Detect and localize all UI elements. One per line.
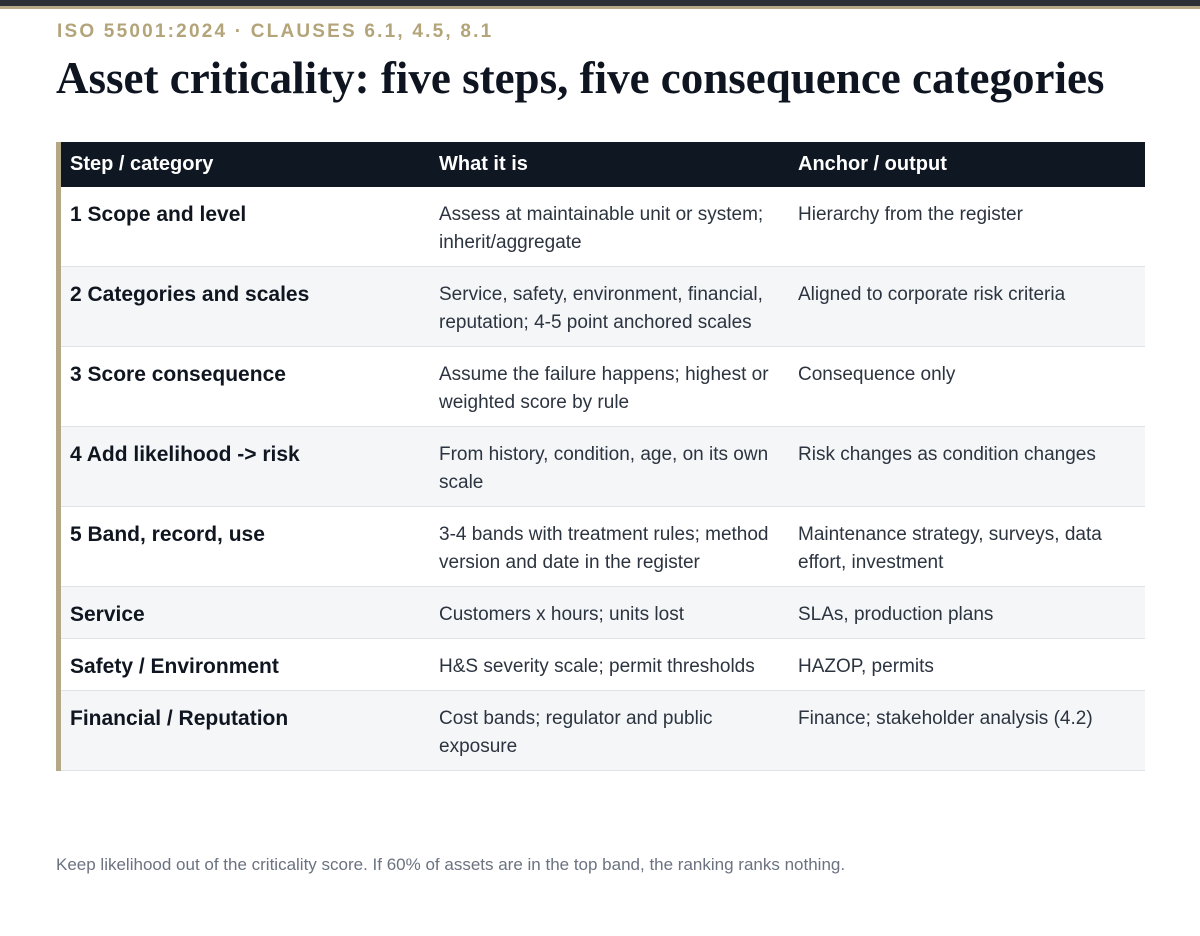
row-category-label: Service: [61, 587, 430, 639]
row-step-label: 1 Scope and level: [61, 187, 430, 267]
table-header-row: [61, 142, 1145, 187]
eyebrow-standard-reference: ISO 55001:2024 · CLAUSES 6.1, 4.5, 8.1: [57, 21, 494, 42]
row-description: From history, condition, age, on its own scale: [430, 427, 789, 507]
row-anchor-output: Risk changes as condition changes: [789, 427, 1145, 507]
table-body: [61, 187, 1145, 771]
row-description: Assess at maintainable unit or system; inherit/aggregate: [430, 187, 789, 267]
footnote: Keep likelihood out of the criticality score. If 60% of assets are in the top band, the ranking ranks nothing.: [56, 855, 846, 874]
column-header-anchor: Anchor / output: [789, 142, 1145, 187]
column-header-what: What it is: [430, 142, 789, 187]
row-description: Customers x hours; units lost: [430, 587, 789, 639]
table-row: [61, 507, 1145, 587]
criticality-table: [61, 142, 1145, 771]
top-rule-accent: [0, 6, 1200, 9]
row-step-label: 3 Score consequence: [61, 347, 430, 427]
row-step-label: 5 Band, record, use: [61, 507, 430, 587]
table-header: [61, 142, 1145, 187]
table-row: [61, 587, 1145, 639]
criticality-table-container: [56, 142, 1145, 771]
row-anchor-output: Hierarchy from the register: [789, 187, 1145, 267]
table-row: [61, 691, 1145, 771]
column-header-step: Step / category: [61, 142, 430, 187]
page-title: Asset criticality: five steps, five consequence categories: [56, 53, 1105, 103]
table-row: [61, 639, 1145, 691]
row-description: Cost bands; regulator and public exposure: [430, 691, 789, 771]
row-anchor-output: Finance; stakeholder analysis (4.2): [789, 691, 1145, 771]
table-row: [61, 427, 1145, 507]
row-anchor-output: Maintenance strategy, surveys, data effort, investment: [789, 507, 1145, 587]
table-row: [61, 267, 1145, 347]
row-category-label: Financial / Reputation: [61, 691, 430, 771]
row-category-label: Safety / Environment: [61, 639, 430, 691]
row-anchor-output: HAZOP, permits: [789, 639, 1145, 691]
row-anchor-output: Aligned to corporate risk criteria: [789, 267, 1145, 347]
row-step-label: 4 Add likelihood -> risk: [61, 427, 430, 507]
row-description: 3-4 bands with treatment rules; method version and date in the register: [430, 507, 789, 587]
row-anchor-output: Consequence only: [789, 347, 1145, 427]
row-description: Service, safety, environment, financial, reputation; 4-5 point anchored scales: [430, 267, 789, 347]
table-row: [61, 347, 1145, 427]
row-description: H&S severity scale; permit thresholds: [430, 639, 789, 691]
row-anchor-output: SLAs, production plans: [789, 587, 1145, 639]
table-row: [61, 187, 1145, 267]
row-step-label: 2 Categories and scales: [61, 267, 430, 347]
row-description: Assume the failure happens; highest or weighted score by rule: [430, 347, 789, 427]
